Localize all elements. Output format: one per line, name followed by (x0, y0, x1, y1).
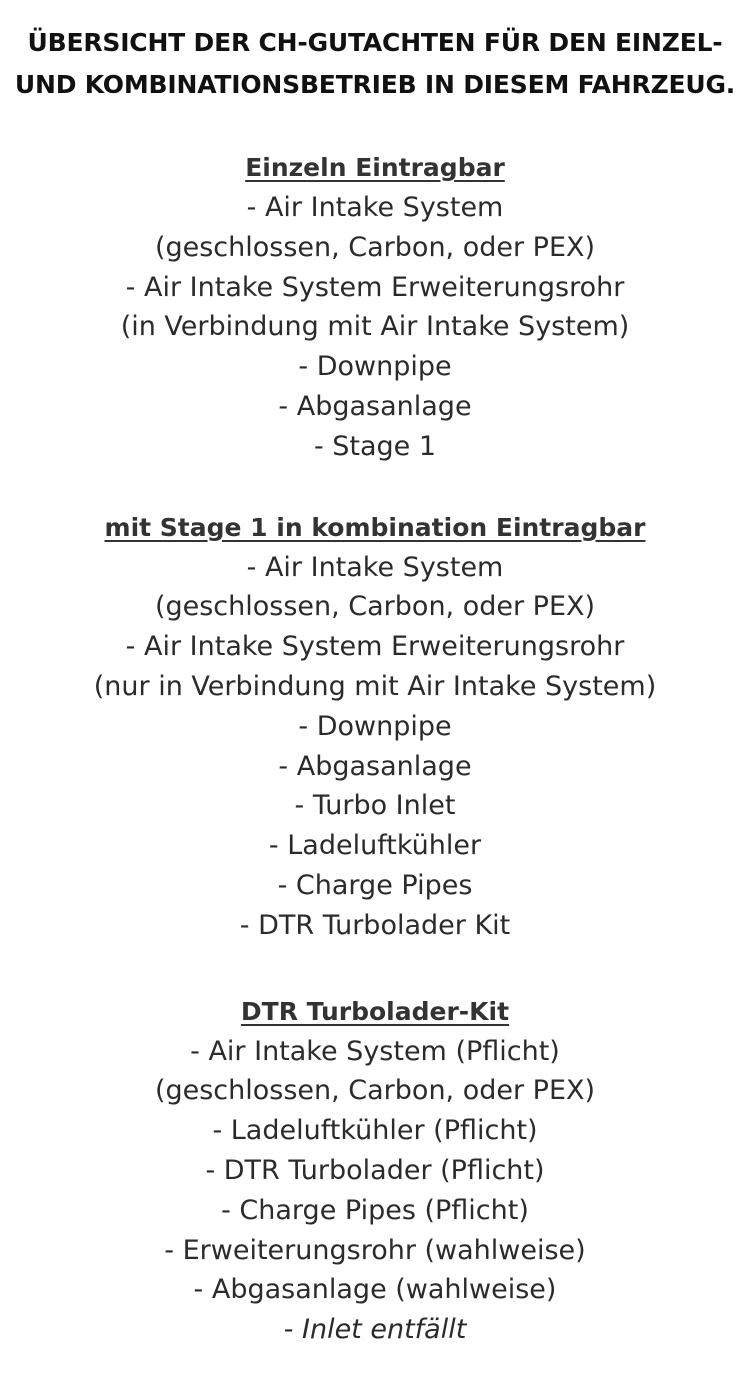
list-item: - Charge Pipes (277, 869, 473, 901)
section-heading: Einzeln Eintragbar (245, 153, 505, 182)
section-heading: mit Stage 1 in kombination Eintragbar (104, 512, 646, 542)
section-heading: DTR Turbolader-Kit (240, 996, 510, 1026)
list-item: - Abgasanlage (278, 390, 472, 422)
list-item: - Turbo Inlet (294, 790, 456, 822)
page-title (0, 0, 750, 106)
list-item: - Downpipe (298, 351, 452, 383)
list-item: - Erweiterungsrohr (wahlweise) (164, 1234, 586, 1266)
list-item: - Ladeluftkühler (268, 830, 482, 862)
list-item: - Air Intake System Erweiterungsrohr (125, 271, 625, 303)
list-item: - Abgasanlage (wahlweise) (193, 1274, 557, 1306)
section-stage1-kombination (0, 508, 750, 946)
list-item: - Air Intake System (246, 551, 504, 583)
page-title-line-2: UND KOMBINATIONSBETRIEB IN DIESEM FAHRZEUG. (14, 70, 736, 99)
list-item: - Inlet entfällt (283, 1314, 467, 1346)
list-item: (in Verbindung mit Air Intake System) (120, 311, 630, 343)
list-item: - DTR Turbolader (Pflicht) (205, 1154, 545, 1186)
section-einzeln-eintragbar (0, 148, 750, 467)
list-item: (geschlossen, Carbon, oder PEX) (154, 1075, 596, 1107)
section-dtr-turbolader-kit (0, 992, 750, 1350)
list-item: (nur in Verbindung mit Air Intake System) (93, 670, 657, 702)
list-item: - Air Intake System (246, 192, 504, 223)
list-item: (geschlossen, Carbon, oder PEX) (154, 231, 596, 263)
list-item: - Air Intake System (Pflicht) (190, 1035, 560, 1067)
list-item: - Abgasanlage (278, 750, 472, 782)
list-item: - Ladeluftkühler (Pflicht) (212, 1115, 538, 1147)
list-item: (geschlossen, Carbon, oder PEX) (154, 591, 596, 623)
page-title-line-1: ÜBERSICHT DER CH-GUTACHTEN FÜR DEN EINZEL- (27, 28, 723, 57)
list-item: - Downpipe (298, 710, 452, 742)
list-item: - Stage 1 (313, 430, 437, 462)
list-item: - Charge Pipes (Pflicht) (221, 1194, 529, 1226)
list-item: - DTR Turbolader Kit (239, 909, 511, 941)
list-item: - Air Intake System Erweiterungsrohr (125, 631, 625, 663)
